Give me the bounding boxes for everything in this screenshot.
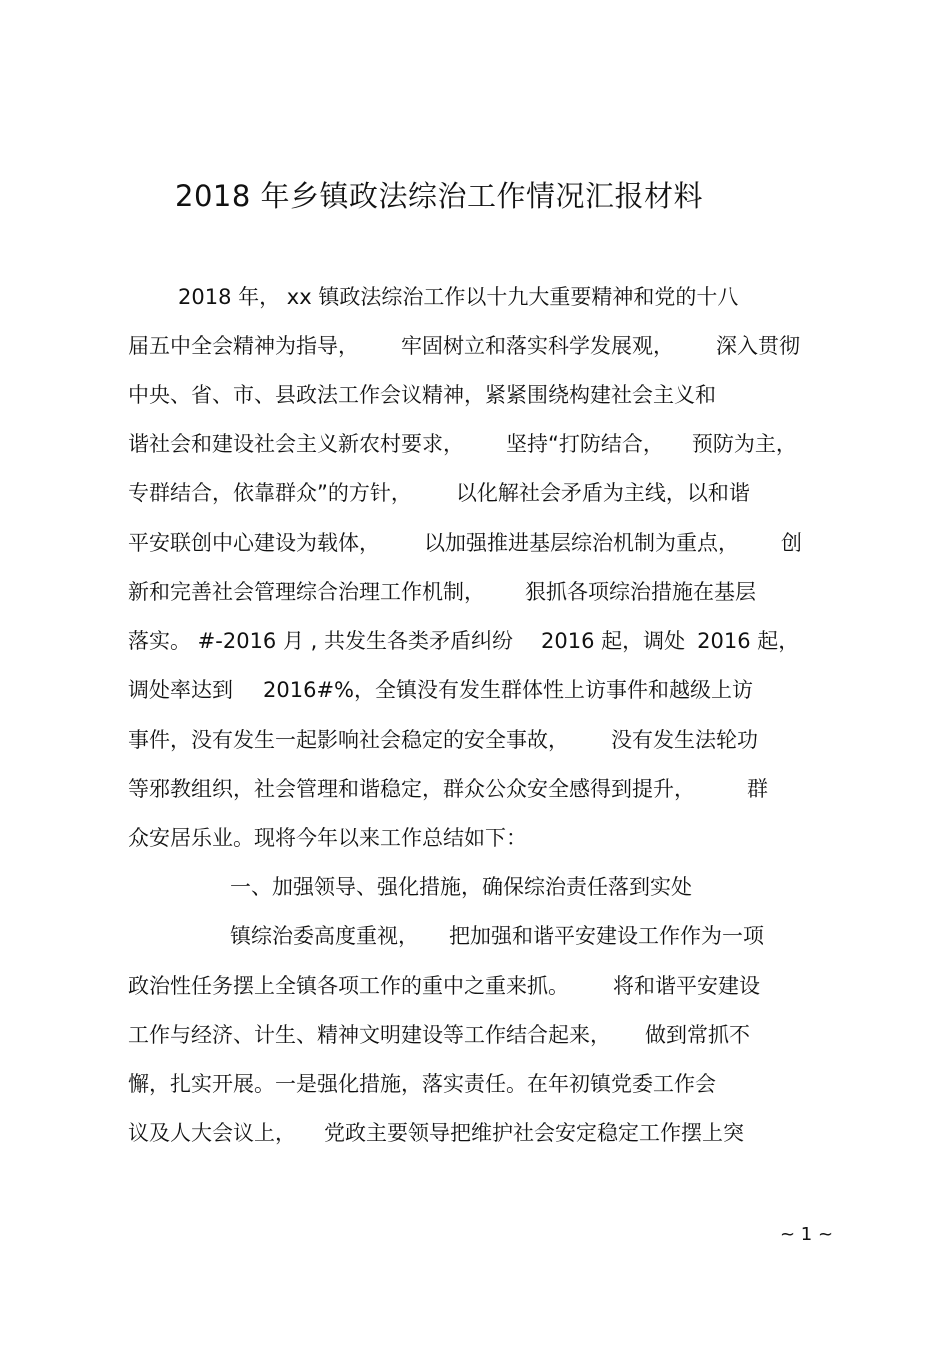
- document-title: 2018 年乡镇政法综治工作情况汇报材料: [175, 179, 704, 213]
- line-segment: 将和谐平安建设: [613, 974, 760, 998]
- line-segment: 政治性任务摆上全镇各项工作的重中之重来抓。: [128, 974, 569, 998]
- line-segment: 2018 年， xx 镇政法综治工作以十九大重要精神和党的十八: [178, 285, 739, 309]
- paragraph-line-9: [128, 675, 753, 705]
- line-segment: 把加强和谐平安建设工作作为一项: [449, 924, 764, 948]
- paragraph-line-8: [128, 626, 799, 656]
- line-segment: 党政主要领导把维护社会安定稳定工作摆上突: [324, 1121, 744, 1145]
- paragraph-line-10: [128, 725, 758, 755]
- paragraph-line-1: [178, 282, 738, 312]
- line-segment: 2016#%，全镇没有发生群体性上访事件和越级上访: [263, 678, 753, 702]
- paragraph-line-16: [128, 1069, 716, 1099]
- line-segment: 众安居乐业。现将今年以来工作总结如下：: [128, 826, 527, 850]
- line-segment: 议及人大会议上，: [128, 1121, 296, 1145]
- paragraph-line-15: [128, 1020, 750, 1050]
- line-segment: 没有发生法轮功: [611, 728, 758, 752]
- line-segment: 新和完善社会管理综合治理工作机制，: [128, 580, 485, 604]
- line-segment: 群: [747, 777, 768, 801]
- line-segment: 预防为主，: [691, 432, 797, 456]
- paragraph-line-7: [128, 577, 756, 607]
- paragraph-line-12: [128, 823, 527, 853]
- paragraph-line-5: [128, 478, 750, 508]
- line-segment: 专群结合，依靠群众”的方针，: [128, 481, 412, 505]
- line-segment: 等邪教组织，社会管理和谐稳定，群众公众安全感得到提升，: [128, 777, 695, 801]
- line-segment: 2016 起，: [697, 629, 800, 653]
- line-segment: 创: [781, 531, 802, 555]
- line-segment: 以化解社会矛盾为主线，以和谐: [455, 481, 750, 505]
- line-segment: 坚持“打防结合，: [506, 432, 664, 456]
- line-segment: 牢固树立和落实科学发展观，: [401, 334, 674, 358]
- line-segment: 事件，没有发生一起影响社会稳定的安全事故，: [128, 728, 569, 752]
- line-segment: 镇综治委高度重视，: [230, 924, 419, 948]
- line-segment: 平安联创中心建设为载体，: [128, 531, 380, 555]
- paragraph-line-11: [128, 774, 768, 804]
- paragraph-line-17: [128, 1118, 744, 1148]
- line-segment: 落实。 #-2016 月 , 共发生各类矛盾纠纷: [128, 629, 513, 653]
- line-segment: 谐社会和建设社会主义新农村要求，: [128, 432, 464, 456]
- line-segment: 以加强推进基层综治机制为重点，: [424, 531, 739, 555]
- line-segment: 2016 起，调处: [541, 629, 686, 653]
- page-number: ~ 1 ~: [780, 1224, 834, 1245]
- line-segment: 届五中全会精神为指导，: [128, 334, 359, 358]
- line-segment: 做到常抓不: [645, 1023, 750, 1047]
- line-segment: 调处率达到: [128, 678, 233, 702]
- paragraph-line-13: [230, 921, 764, 951]
- line-segment: 深入贯彻: [716, 334, 800, 358]
- line-segment: 狠抓各项综治措施在基层: [525, 580, 756, 604]
- line-segment: 懈，扎实开展。一是强化措施，落实责任。在年初镇党委工作会: [128, 1072, 716, 1096]
- line-segment: 中央、省、市、县政法工作会议精神，紧紧围绕构建社会主义和: [128, 383, 716, 407]
- paragraph-line-14: [128, 971, 760, 1001]
- section-heading: [230, 872, 692, 902]
- line-segment: 工作与经济、计生、精神文明建设等工作结合起来，: [128, 1023, 611, 1047]
- line-segment: 一、加强领导、强化措施，确保综治责任落到实处: [230, 875, 692, 899]
- paragraph-line-2: [128, 331, 800, 361]
- paragraph-line-3: [128, 380, 716, 410]
- paragraph-line-4: [128, 429, 797, 459]
- paragraph-line-6: [128, 528, 802, 558]
